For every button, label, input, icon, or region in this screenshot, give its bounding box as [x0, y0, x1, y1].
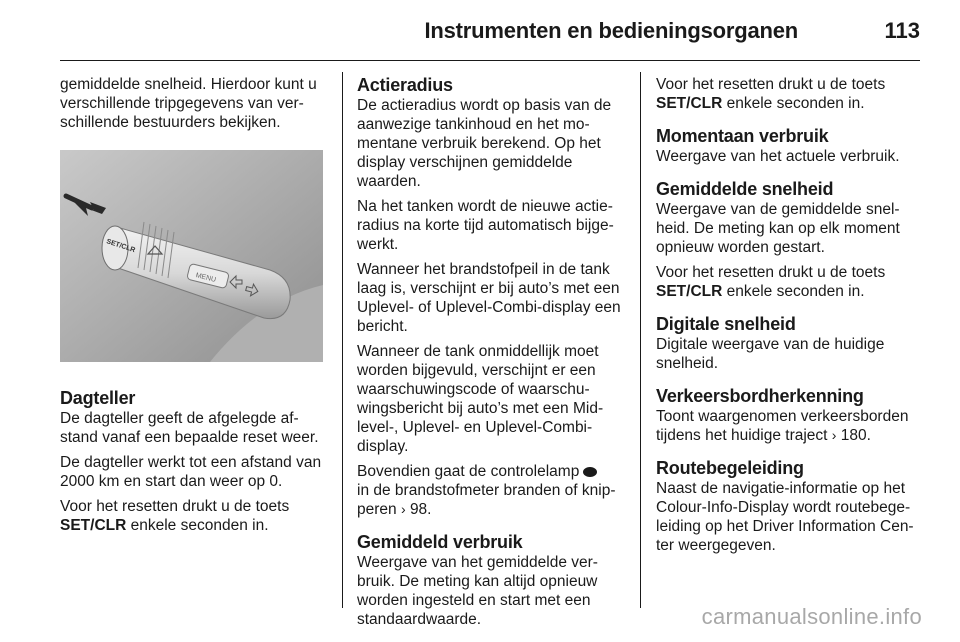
heading-actieradius: Actieradius [357, 75, 453, 95]
text-run: enkele seconden in. [722, 95, 865, 112]
watermark: carmanualsonline.info [701, 604, 922, 629]
section-routebegeleiding [656, 458, 926, 555]
paragraph: Naast de navigatie-informatie op het Colour-Info-Display wordt routebege-leiding op het Driver Information Cen-ter weergegeven. [656, 480, 914, 554]
text-run: Voor het resetten drukt u de toets [656, 76, 886, 93]
text-run: Voor het resetten drukt u de toets [60, 498, 290, 515]
section-dagteller [60, 388, 325, 535]
section-intro [656, 75, 926, 113]
section-momentaan-verbruik [656, 126, 926, 166]
heading-dagteller: Dagteller [60, 388, 136, 408]
column-divider [342, 72, 343, 608]
key-label: SET/CLR [656, 95, 723, 112]
stalk-illustration [60, 150, 323, 362]
key-label: SET/CLR [60, 517, 127, 534]
heading-momentaan-verbruik: Momentaan verbruik [656, 126, 829, 146]
paragraph [357, 462, 627, 519]
column-left [60, 75, 325, 548]
column-divider [640, 72, 641, 608]
stalk-illustration-svg [60, 150, 323, 362]
section-gemiddelde-snelheid [656, 179, 926, 301]
page-ref-icon: › [400, 501, 406, 517]
paragraph: Weergave van het actuele verbruik. [656, 148, 900, 165]
paragraph [656, 75, 926, 113]
paragraph [656, 407, 926, 445]
heading-verkeersbordherkenning: Verkeersbordherkenning [656, 386, 864, 406]
section-gemiddeld-verbruik [357, 532, 627, 629]
paragraph: Digitale weergave van de huidige snelheid. [656, 336, 885, 372]
column-right [656, 75, 926, 568]
text-run: Bovendien gaat de controlelamp [357, 463, 580, 480]
heading-routebegeleiding: Routebegeleiding [656, 458, 804, 478]
column-middle [357, 75, 627, 642]
paragraph [60, 497, 325, 535]
heading-gemiddeld-verbruik: Gemiddeld verbruik [357, 532, 523, 552]
page-ref-icon: › [831, 427, 837, 443]
section-actieradius [357, 75, 627, 519]
paragraph [656, 263, 926, 301]
menu-button-label: MENU [194, 272, 217, 284]
text-run: Voor het resetten drukt u de toets [656, 264, 886, 281]
paragraph: Weergave van de gemiddelde snel-heid. De meting kan op elk moment opnieuw worden gestart. [656, 201, 900, 256]
paragraph: Na het tanken wordt de nieuwe actie-radius na korte tijd automatisch bijge-werkt. [357, 198, 614, 253]
page-ref[interactable]: 98. [409, 501, 432, 518]
intro-paragraph: gemiddelde snelheid. Hierdoor kunt u verschillende tripgegevens van ver-schillende bestuurders bekijken. [60, 76, 317, 131]
paragraph: De dagteller geeft de afgelegde af-stand vanaf een bepaalde reset weer. [60, 410, 319, 446]
heading-digitale-snelheid: Digitale snelheid [656, 314, 796, 334]
text-run: in de brandstofmeter branden of knip-peren [357, 482, 616, 518]
section-verkeersbordherkenning [656, 386, 926, 445]
paragraph: Weergave van het gemiddelde ver-bruik. De meting kan altijd opnieuw worden ingesteld en start met een standaardwaarde. [357, 554, 598, 628]
heading-gemiddelde-snelheid: Gemiddelde snelheid [656, 179, 834, 199]
text-run: Toont waargenomen verkeersborden tijdens het huidige traject [656, 408, 909, 444]
page-number: 113 [884, 18, 920, 43]
paragraph: De dagteller werkt tot een afstand van 2000 km en start dan weer op 0. [60, 454, 322, 490]
page-header-title: Instrumenten en bedieningsorganen [424, 18, 798, 43]
text-run: enkele seconden in. [722, 283, 865, 300]
paragraph: Wanneer de tank onmiddellijk moet worden bijgevuld, verschijnt er een waarschuwingscode of waarschu-wingsbericht bij auto’s met een Mid-level-, Uplevel- en Uplevel-Combi-display. [357, 343, 604, 455]
header-rule [60, 60, 920, 61]
set-clr-button-label: SET/CLR [105, 238, 137, 255]
page-ref[interactable]: 180. [840, 427, 871, 444]
control-lamp-icon [583, 467, 597, 477]
section-digitale-snelheid [656, 314, 926, 373]
paragraph: Wanneer het brandstofpeil in de tank laag is, verschijnt er bij auto’s met een Uplevel- of Uplevel-Combi-display een bericht. [357, 261, 621, 335]
paragraph: De actieradius wordt op basis van de aanwezige tankinhoud en het mo-mentane verbruik berekend. Op het display verschijnen gemiddelde waarden. [357, 97, 612, 190]
text-run: enkele seconden in. [126, 517, 269, 534]
key-label: SET/CLR [656, 283, 723, 300]
